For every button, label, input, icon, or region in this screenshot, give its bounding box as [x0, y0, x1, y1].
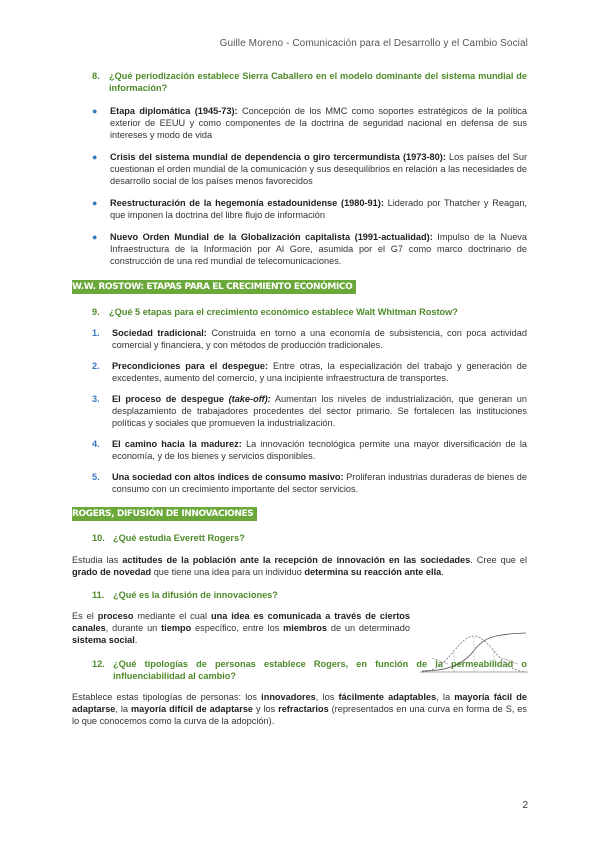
question-text: ¿Qué tipologías de personas establece Rogers, en función de la permeabilidad o influenciabilidad al cambio? [113, 659, 527, 681]
question-text: ¿Qué estudia Everett Rogers? [113, 533, 245, 543]
list-item [72, 151, 527, 187]
answer-11: Es el proceso mediante el cual una idea es comunicada a través de ciertos canales, durante un tiempo específico, entre los miembros de un determinado sistema social. [72, 611, 410, 645]
item-title: El camino hacia la madurez: [112, 439, 242, 449]
list-item [72, 231, 527, 267]
item-number: 1. [92, 328, 100, 338]
item-number: 3. [92, 394, 100, 404]
item-text: Aumentan los niveles de industrialización, que generan un desplazamiento de trabajadores procedentes del sector primario. Se fortalecen las instituciones políticas y sociales que promueven la industrialización. [112, 394, 527, 428]
bullet-icon: ● [92, 152, 98, 162]
item-title: Etapa diplomática (1945-73): [110, 106, 238, 116]
item-title: Nuevo Orden Mundial de la Globalización capitalista (1991-actualidad): [110, 232, 433, 242]
item-text: Entre otras, la especialización del trabajo y generación de excedentes, aumento del comercio, y una incipiente infraestructura de transportes. [112, 361, 528, 383]
list-item [72, 360, 527, 384]
question-number: 9. [92, 307, 100, 317]
section-heading-rogers: ROGERS, DIFUSIÓN DE INNOVACIONES [72, 507, 257, 521]
question-11 [72, 589, 527, 601]
list-item [72, 197, 527, 221]
question-8 [72, 70, 527, 94]
question-number: 10. [92, 533, 105, 543]
item-text: Proliferan industrias duraderas de bienes de consumo con un crecimiento importante del sector servicios. [112, 472, 527, 494]
page-number: 2 [522, 800, 528, 811]
item-title: Precondiciones para el despegue: [112, 361, 269, 371]
list-item [72, 471, 527, 495]
answer-10: Estudia las actitudes de la población ante la recepción de innovación en las sociedades. Cree que el grado de novedad que tiene una idea para un individuo determina su reacción ante ella. [72, 555, 527, 577]
question-9 [72, 306, 527, 318]
list-item [72, 105, 527, 141]
item-text: Los países del Sur cuestionan el orden mundial de la comunicación y sus desequilibrios en relación a las necesidades de desarrollo social de los países menos favorecidos [110, 152, 528, 186]
item-number: 5. [92, 472, 100, 482]
question-text: ¿Qué 5 etapas para el crecimiento económico establece Walt Whitman Rostow? [109, 307, 458, 317]
adoption-curve-figure [418, 628, 530, 678]
item-text: Construida en torno a una economía de subsistencia, con poca actividad comercial y financiera, y con métodos de producción tradicionales. [112, 328, 527, 350]
item-title: El proceso de despegue [112, 394, 229, 404]
item-text: Concepción de los MMC como soportes estratégicos de la política exterior de EEUU y como componentes de la doctrina de seguridad nacional en defensa de sus intereses y modo de vida [110, 106, 527, 140]
item-number: 2. [92, 361, 100, 371]
item-title: Sociedad tradicional: [112, 328, 207, 338]
item-title: Reestructuración de la hegemonía estadounidense (1980-91): [110, 198, 384, 208]
bullet-icon: ● [92, 106, 98, 116]
page-header: Guille Moreno - Comunicación para el Desarrollo y el Cambio Social [219, 38, 528, 49]
question-text: ¿Qué periodización establece Sierra Caballero en el modelo dominante del sistema mundial de información? [109, 71, 527, 93]
list-item [72, 393, 527, 429]
section-heading-rostow: W.W. ROSTOW: ETAPAS PARA EL CRECIMIENTO ECONÓMICO [72, 280, 356, 294]
item-title: Crisis del sistema mundial de dependencia o giro tercermundista (1973-80): [110, 152, 446, 162]
curve-arrow [432, 658, 448, 664]
list-item [72, 438, 527, 462]
item-text: La innovación tecnológica permite una mayor diversificación de la economía, y de los bienes y servicios disponibles. [112, 439, 527, 461]
item-title-italic: (take-off): [228, 394, 271, 404]
question-10 [72, 532, 527, 544]
question-number: 11. [92, 590, 105, 600]
bullet-icon: ● [92, 232, 98, 242]
question-number: 12. [92, 659, 105, 669]
list-item [72, 327, 527, 351]
item-text: Liderado por Thatcher y Reagan, que imponen la doctrina del libre flujo de información [110, 198, 527, 220]
item-text: Impulso de la Nueva Infraestructura de la Información por Al Gore, asumida por el G7 como marco doctrinario de construcción de una red mundial de telecomunicaciones. [110, 232, 528, 266]
curve-arrow [502, 658, 518, 664]
item-title: Una sociedad con altos índices de consumo masivo: [112, 472, 344, 482]
item-number: 4. [92, 439, 100, 449]
bullet-icon: ● [92, 198, 98, 208]
answer-12: Establece estas tipologías de personas: los innovadores, los fácilmente adaptables, la mayoría fácil de adaptarse, la mayoría difícil de adaptarse y los refractarios (representados en una curva en forma de S, es lo que conocemos como la curva de la adopción). [72, 692, 528, 726]
question-number: 8. [92, 71, 100, 81]
question-text: ¿Qué es la difusión de innovaciones? [113, 590, 278, 600]
